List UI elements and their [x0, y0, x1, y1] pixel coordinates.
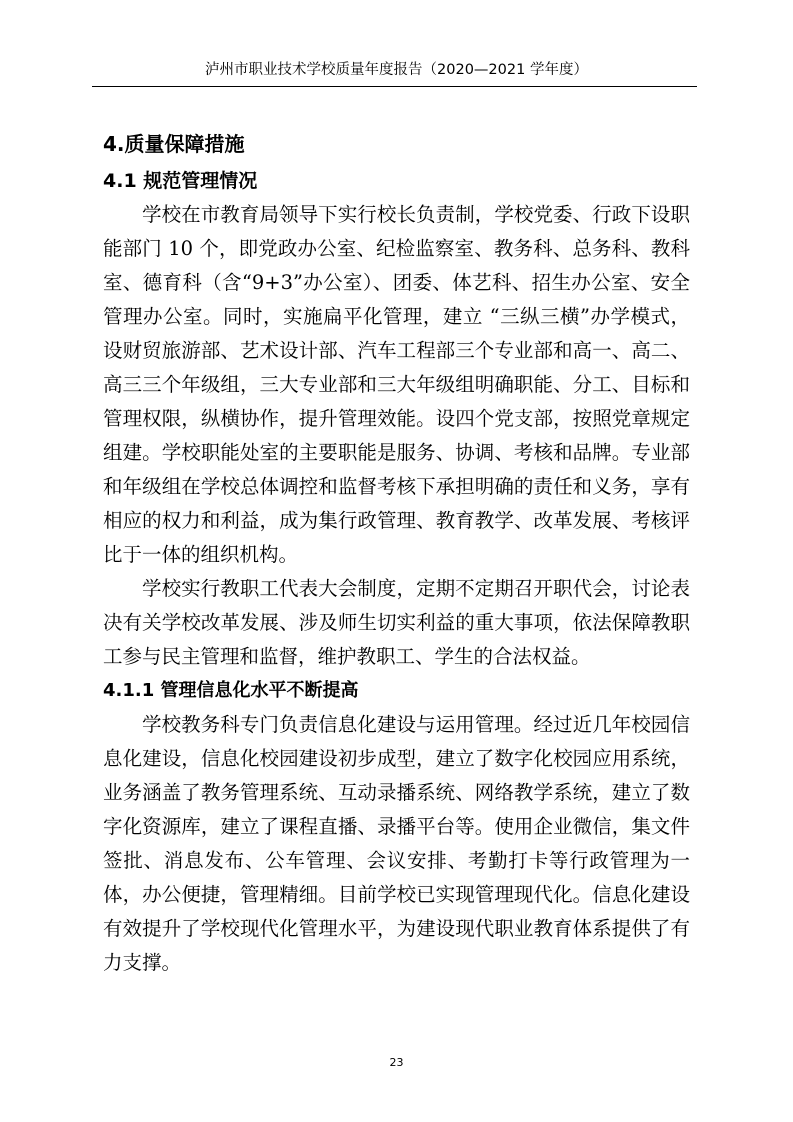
page-number: 23 [389, 1056, 404, 1069]
section-heading-4: 4.质量保障措施 [103, 132, 245, 156]
paragraph-staff-congress: 学校实行教职工代表大会制度，定期不定期召开职代会，讨论表决有关学校改革发展、涉及师生切实利益的重大事项，依法保障教职工参与民主管理和监督，维护教职工、学生的合法权益。 [103, 577, 690, 668]
section-heading-4-1: 4.1 规范管理情况 [103, 170, 258, 192]
header-divider [92, 86, 697, 87]
paragraph-informatization: 学校教务科专门负责信息化建设与运用管理。经过近几年校园信息化建设，信息化校园建设初步成型，建立了数字化校园应用系统，业务涵盖了教务管理系统、互动录播系统、网络教学系统，建立了数字化资源库，建立了课程直播、录播平台等。使用企业微信，集文件签批、消息发布、公车管理、会议安排、考勤打卡等行政管理为一体，办公便捷，管理精细。目前学校已实现管理现代化。信息化建设有效提升了学校现代化管理水平，为建设现代职业教育体系提供了有力支撑。 [103, 713, 690, 974]
page-body [103, 124, 690, 980]
running-header: 泸州市职业技术学校质量年度报告（2020—2021 学年度） [205, 62, 588, 78]
section-heading-4-1-1: 4.1.1 管理信息化水平不断提高 [103, 680, 359, 701]
paragraph-management-structure: 学校在市教育局领导下实行校长负责制，学校党委、行政下设职能部门 10 个，即党政办公室、纪检监察室、教务科、总务科、教科室、德育科（含“9+3”办公室）、团委、体艺科、招生办公室、安全管理办公室。同时，实施扁平化管理，建立 “三纵三横”办学模式，设财贸旅游部、艺术设计部、汽车工程部三个专业部和高一、高二、高三三个年级组，三大专业部和三大年级组明确职能、分工、目标和管理权限，纵横协作，提升管理效能。设四个党支部，按照党章规定组建。学校职能处室的主要职能是服务、协调、考核和品牌。专业部和年级组在学校总体调控和监督考核下承担明确的责任和义务，享有相应的权力和利益，成为集行政管理、教育教学、改革发展、考核评比于一体的组织机构。 [103, 203, 690, 566]
